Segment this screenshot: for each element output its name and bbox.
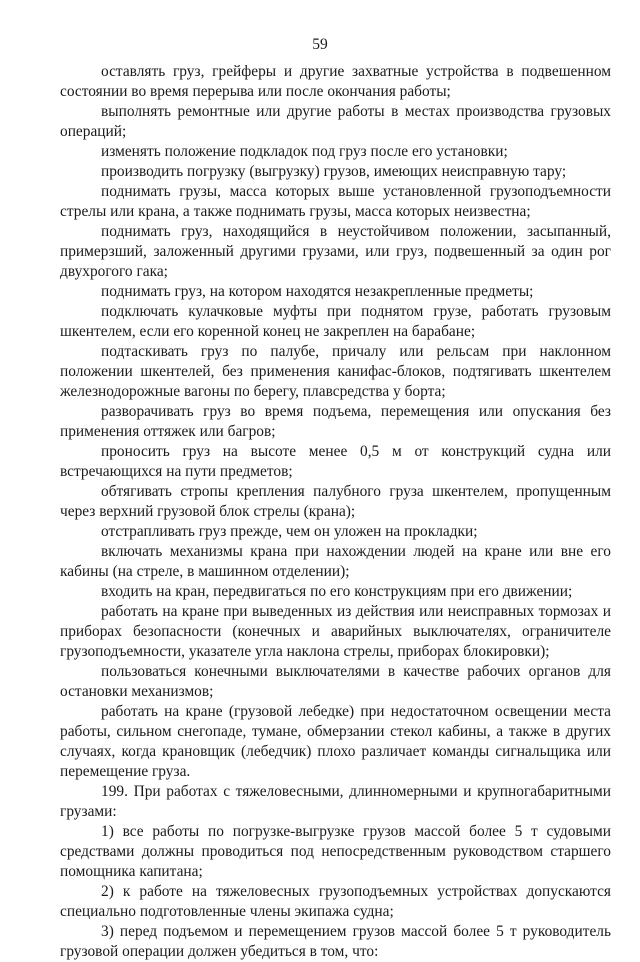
paragraph: входить на кран, передвигаться по его конструкциям при его движении; bbox=[101, 583, 573, 600]
paragraph: пользоваться конечными выключателями в качестве рабочих органов для остановки механизмов; bbox=[60, 663, 611, 700]
paragraph: подключать кулачковые муфты при поднятом грузе, работать грузовым шкентелем, если его коренной конец не закреплен на барабане; bbox=[60, 303, 611, 340]
paragraph: подтаскивать груз по палубе, причалу или рельсам при наклонном положении шкентелей, без применения канифас-блоков, подтягивать шкентелем железнодорожные вагоны по берегу, плавсредства у борта; bbox=[60, 343, 611, 400]
section-heading-199: 199. При работах с тяжеловесными, длинномерными и крупногабаритными грузами: bbox=[60, 783, 611, 820]
paragraph: включать механизмы крана при нахождении людей на кране или вне его кабины (на стреле, в машинном отделении); bbox=[60, 543, 611, 580]
paragraph: оставлять груз, грейферы и другие захватные устройства в подвешенном состоянии во время перерыва или после окончания работы; bbox=[60, 63, 611, 100]
paragraph: отстрапливать груз прежде, чем он уложен на прокладки; bbox=[101, 523, 478, 540]
paragraph: проносить груз на высоте менее 0,5 м от конструкций судна или встречающихся на пути предметов; bbox=[60, 443, 611, 480]
page-number: 59 bbox=[312, 36, 328, 53]
list-item: 1) все работы по погрузке-выгрузке грузов массой более 5 т судовыми средствами должны проводиться под непосредственным руководством старшего помощника капитана; bbox=[60, 823, 611, 880]
paragraph: поднимать груз, находящийся в неустойчивом положении, засыпанный, примерзший, заложенный другими грузами, или груз, подвешенный за один рог двухрогого гака; bbox=[60, 223, 611, 280]
paragraph: изменять положение подкладок под груз после его установки; bbox=[101, 143, 508, 160]
paragraph: разворачивать груз во время подъема, перемещения или опускания без применения оттяжек или багров; bbox=[60, 403, 611, 440]
paragraph: производить погрузку (выгрузку) грузов, имеющих неисправную тару; bbox=[101, 163, 567, 180]
paragraph: выполнять ремонтные или другие работы в местах производства грузовых операций; bbox=[60, 103, 611, 140]
paragraph: работать на кране (грузовой лебедке) при недостаточном освещении места работы, сильном снегопаде, тумане, обмерзании стекол кабины, а также в других случаях, когда крановщик (лебедчик) плохо различает команды сигнальщика или перемещение груза. bbox=[60, 703, 611, 780]
document-body bbox=[60, 62, 611, 962]
list-item: 2) к работе на тяжеловесных грузоподъемных устройствах допускаются специально подготовленные члены экипажа судна; bbox=[60, 883, 611, 920]
paragraph: обтягивать стропы крепления палубного груза шкентелем, пропущенным через верхний грузовой блок стрелы (крана); bbox=[60, 483, 611, 520]
paragraph: поднимать грузы, масса которых выше установленной грузоподъемности стрелы или крана, а также поднимать грузы, масса которых неизвестна; bbox=[60, 183, 611, 220]
list-item: 3) перед подъемом и перемещением грузов массой более 5 т руководитель грузовой операции должен убедиться в том, что: bbox=[60, 923, 611, 960]
paragraph: поднимать груз, на котором находятся незакрепленные предметы; bbox=[101, 283, 534, 300]
paragraph: работать на кране при выведенных из действия или неисправных тормозах и приборах безопасности (конечных и аварийных выключателях, ограничителе грузоподъемности, указателе угла наклона стрелы, приборах блокировки); bbox=[60, 603, 611, 660]
